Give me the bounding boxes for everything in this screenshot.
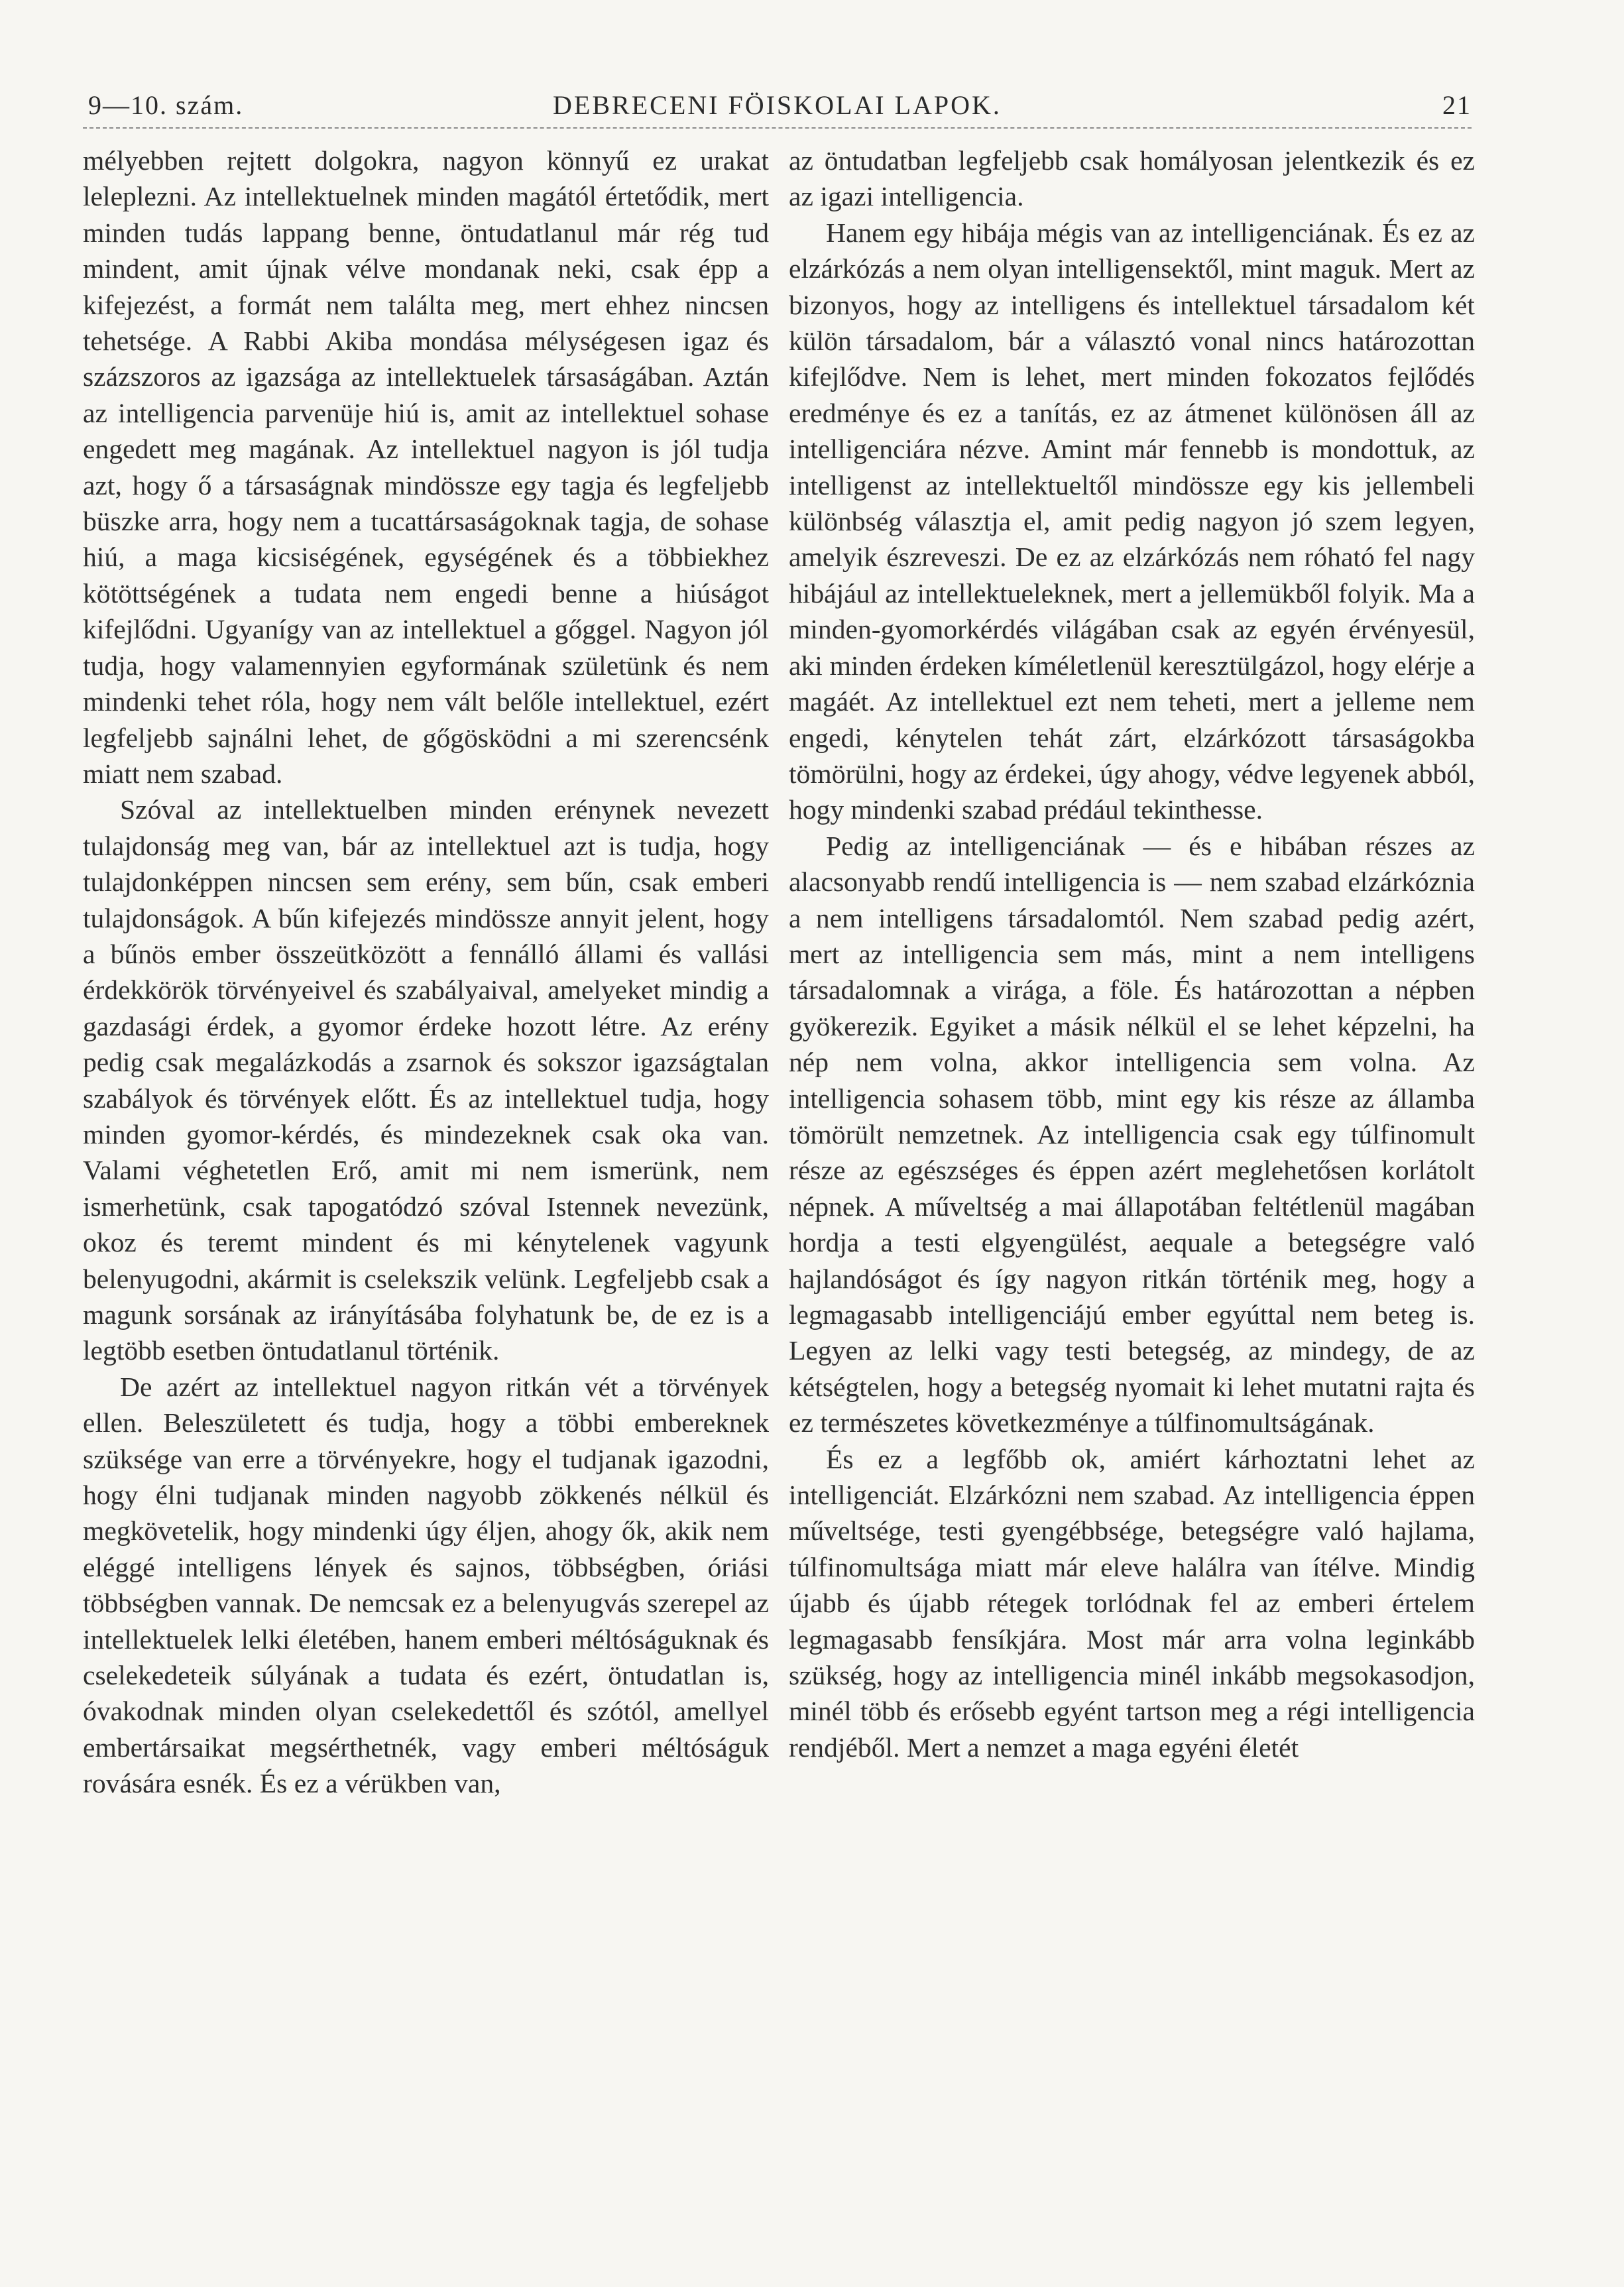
paragraph: De azért az intellektuel nagyon ritkán vét a törvények ellen. Beleszületett és tudja, hogy a többi embereknek szüksége van erre a törvényekre, hogy el tudjanak igazodni, hogy élni tudjanak minden nagyobb zökkenés nélkül és megkövetelik, hogy mindenki úgy éljen, ahogy ők, akik nem eléggé intelligens lények és sajnos, többségben, óriási többségben vannak. De nemcsak ez a belenyugvás szerepel az intellektuelek lelki életében, hanem emberi méltóságuknak és cselekedeteik súlyának a tudata és ezért, öntudatlan is, óvakodnak minden olyan cselekedettől és szótól, amellyel embertársaikat megsérthetnék, vagy emberi méltóságuk rovására esnék. És ez a vérükben van, — [83, 1371, 769, 1799]
issue-number: 9—10. szám. — [88, 90, 244, 120]
page-header — [83, 83, 1472, 129]
left-column — [83, 143, 769, 2264]
paragraph: mélyebben rejtett dolgokra, nagyon könnyű ez urakat leleplezni. Az intellektuelnek minden magától értetődik, mert minden tudás lappang benne, öntudatlanul már rég tud mindent, amit újnak vélve mondanak neki, csak épp a kifejezést, a formát nem találta meg, mert ehhez nincsen tehetsége. A Rabbi Akiba mondása mélységesen igaz és százszoros az igazsága az intellektuelek társaságában. Aztán az intelligencia parvenüje hiú is, amit az intellektuel sohase engedett meg magának. Az intellektuel nagyon is jól tudja azt, hogy ő a társaságnak mindössze egy tagja és legfeljebb büszke arra, hogy nem a tucattársaságoknak tagja, de sohase hiú, a maga kicsiségének, egységének és a többiekhez kötöttségének a tudata nem engedi benne a hiúságot kifejlődni. Ugyanígy van az intellektuel a gőggel. Nagyon jól tudja, hogy valamennyien egyformának születünk és nem mindenki tehet róla, hogy nem vált belőle intellektuel, ezért legfeljebb sajnálni lehet, de gőgösködni a mi szerencsénk miatt nem szabad. — [83, 145, 769, 789]
paragraph: Szóval az intellektuelben minden erénynek nevezett tulajdonság meg van, bár az intellektuel azt is tudja, hogy tulajdonképpen nincsen sem erény, sem bűn, csak emberi tulajdonságok. A bűn kifejezés mindössze annyit jelent, hogy a bűnös ember összeütközött a fennálló állami és vallási érdekkörök törvényeivel és szabályaival, amelyeket mindig a gazdasági érdek, a gyomor érdeke hozott létre. Az erény pedig csak megalázkodás a zsarnok és sokszor igazságtalan szabályok és törvények előtt. És az intellektuel tudja, hogy minden gyomor-kérdés, és mindezeknek csak oka van. Valami véghetetlen Erő, amit mi nem ismerünk, nem ismerhetünk, csak tapogatódzó szóval Istennek nevezünk, okoz és teremt mindent és mi kénytelenek vagyunk belenyugodni, akármit is cselekszik velünk. Legfeljebb csak a magunk sorsának az irányításába folyhatunk be, de ez is a legtöbb esetben öntudatlanul történik. — [83, 794, 769, 1366]
page-number: 21 — [1442, 90, 1472, 120]
right-column — [789, 143, 1475, 2264]
paragraph: Hanem egy hibája mégis van az intelligenciának. És ez az elzárkózás a nem olyan intelligensektől, mint maguk. Mert az bizonyos, hogy az intelligens és intellektuel társadalom két külön társadalom, bár a választó vonal nincs határozottan kifejlődve. Nem is lehet, mert minden fokozatos fejlődés eredménye és ez a tanítás, ez az átmenet különösen áll az intelligenciára nézve. Amint már fennebb is mondottuk, az intelligenst az intellektueltől mindössze egy kis jellembeli különbség választja el, amit pedig nagyon jó szem legyen, amelyik észreveszi. De ez az elzárkózás nem róható fel nagy hibájául az intellektueleknek, mert a jellemükből folyik. Ma a minden-gyomorkérdés világában csak az egyén érvényesül, aki minden érdeken kíméletlenül keresztülgázol, hogy elérje a magáét. Az intellektuel ezt nem teheti, mert a jelleme nem engedi, kénytelen tehát zárt, elzárkózott társaságokba tömörülni, hogy az érdekei, úgy ahogy, védve legyenek abból, hogy mindenki szabad prédául tekinthesse. — [789, 217, 1475, 825]
journal-title: DEBRECENI FÖISKOLAI LAPOK. — [553, 90, 1002, 120]
paragraph: És ez a legfőbb ok, amiért kárhoztatni lehet az intelligenciát. Elzárkózni nem szabad. Az intelligencia éppen műveltsége, testi gyengébbsége, betegségre való hajlama, túlfinomultsága miatt már eleve halálra van ítélve. Mindig újabb és újabb rétegek torlódnak fel az emberi értelem legmagasabb fensíkjára. Most már arra volna leginkább szükség, hogy az intelligencia minél inkább megsokasodjon, minél több és erősebb egyént tartson meg a régi intelligencia rendjéből. Mert a nemzet a maga egyéni életét — [789, 1443, 1475, 1763]
header-divider — [83, 127, 1472, 129]
paragraph: Pedig az intelligenciának — és e hibában részes az alacsonyabb rendű intelligencia is — nem szabad elzárkóznia a nem intelligens társadalomtól. Nem szabad pedig azért, mert az intelligencia sem más, mint a nem intelligens társadalomnak a virága, a föle. És határozottan a népben gyökerezik. Egyiket a másik nélkül el se lehet képzelni, ha nép nem volna, akkor intelligencia sem volna. Az intelligencia sohasem több, mint egy kis része az államba tömörült nemzetnek. Az intelligencia csak egy túlfinomult része az egészséges és éppen azért meglehetősen korlátolt népnek. A műveltség a mai állapotában feltétlenül magában hordja a testi elgyengülést, aequale a betegségre való hajlandóságot és így nagyon ritkán történik meg, hogy a legmagasabb intelligenciájú ember egyúttal nem beteg is. Legyen az lelki vagy testi betegség, az mindegy, de az kétségtelen, hogy a betegség nyomait ki lehet mutatni rajta és ez természetes következménye a túlfinomultságának. — [789, 830, 1475, 1438]
paragraph: az öntudatban legfeljebb csak homályosan jelentkezik és ez az igazi intelligencia. — [789, 145, 1475, 212]
